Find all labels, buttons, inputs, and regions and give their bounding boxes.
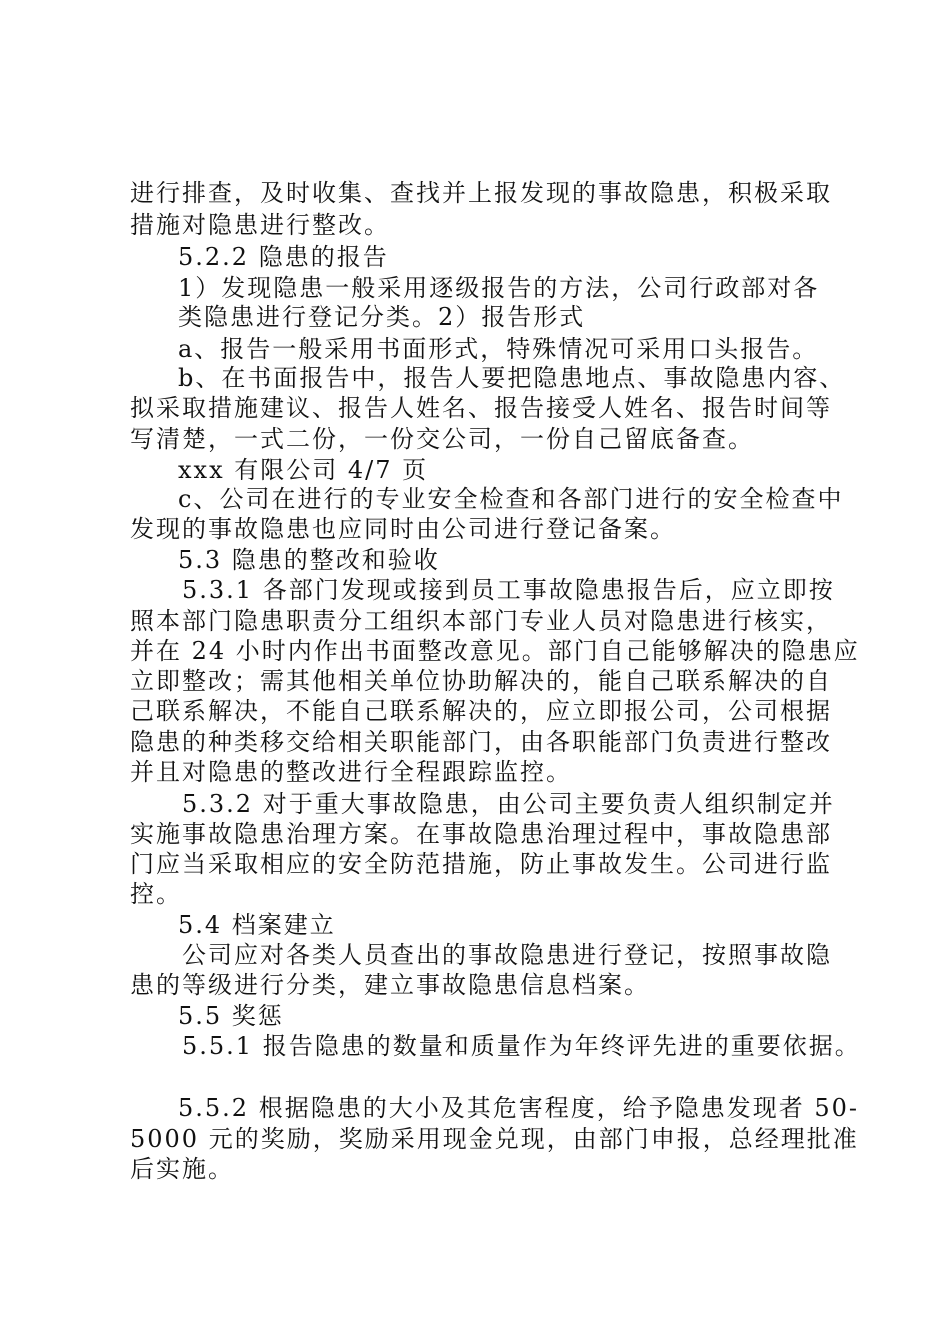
body-line: 5000 元的奖励，奖励采用现金兑现，由部门申报，总经理批准 bbox=[130, 1125, 859, 1153]
body-line: 己联系解决，不能自己联系解决的，应立即报公司，公司根据 bbox=[130, 697, 832, 725]
body-line: 实施事故隐患治理方案。在事故隐患治理过程中，事故隐患部 bbox=[130, 820, 832, 848]
body-line: 照本部门隐患职责分工组织本部门专业人员对隐患进行核实， bbox=[130, 607, 832, 635]
body-line: 5.3.1 各部门发现或接到员工事故隐患报告后，应立即按 bbox=[182, 576, 835, 604]
body-line: 发现的事故隐患也应同时由公司进行登记备案。 bbox=[130, 515, 676, 543]
body-line: 隐患的种类移交给相关职能部门，由各职能部门负责进行整改 bbox=[130, 728, 832, 756]
body-line: 5.3.2 对于重大事故隐患，由公司主要负责人组织制定并 bbox=[182, 790, 835, 818]
body-line: 门应当采取相应的安全防范措施，防止事故发生。公司进行监 bbox=[130, 850, 832, 878]
body-line: 写清楚，一式二份，一份交公司，一份自己留底备查。 bbox=[130, 425, 754, 453]
body-line: 控。 bbox=[130, 880, 182, 908]
body-line: c、公司在进行的专业安全检查和各部门进行的安全检查中 bbox=[178, 485, 844, 513]
body-line: 进行排查，及时收集、查找并上报发现的事故隐患，积极采取 bbox=[130, 179, 832, 207]
section-heading-5-2-2: 5.2.2 隐患的报告 bbox=[178, 243, 389, 271]
body-line: 并且对隐患的整改进行全程跟踪监控。 bbox=[130, 758, 572, 786]
body-line: b、在书面报告中，报告人要把隐患地点、事故隐患内容、 bbox=[178, 364, 846, 392]
body-line: 5.5.1 报告隐患的数量和质量作为年终评先进的重要依据。 bbox=[182, 1032, 861, 1060]
body-line: 立即整改；需其他相关单位协助解决的，能自己联系解决的自 bbox=[130, 667, 832, 695]
section-heading-5-5: 5.5 奖惩 bbox=[178, 1002, 284, 1030]
body-line: 类隐患进行登记分类。2）报告形式 bbox=[178, 303, 586, 331]
body-line: 后实施。 bbox=[130, 1155, 234, 1183]
body-line: 公司应对各类人员查出的事故隐患进行登记，按照事故隐 bbox=[182, 941, 832, 969]
body-line: 5.5.2 根据隐患的大小及其危害程度，给予隐患发现者 50- bbox=[178, 1094, 859, 1122]
section-heading-5-4: 5.4 档案建立 bbox=[178, 911, 336, 939]
body-line: a、报告一般采用书面形式，特殊情况可采用口头报告。 bbox=[178, 335, 819, 363]
body-line: 患的等级进行分类，建立事故隐患信息档案。 bbox=[130, 971, 650, 999]
body-line: 拟采取措施建议、报告人姓名、报告接受人姓名、报告时间等 bbox=[130, 394, 832, 422]
body-line: 并在 24 小时内作出书面整改意见。部门自己能够解决的隐患应 bbox=[130, 637, 860, 665]
body-line: 措施对隐患进行整改。 bbox=[130, 211, 390, 239]
page-footer-text: xxx 有限公司 4/7 页 bbox=[178, 456, 429, 484]
body-line: 1）发现隐患一般采用逐级报告的方法，公司行政部对各 bbox=[178, 274, 820, 302]
section-heading-5-3: 5.3 隐患的整改和验收 bbox=[178, 546, 440, 574]
